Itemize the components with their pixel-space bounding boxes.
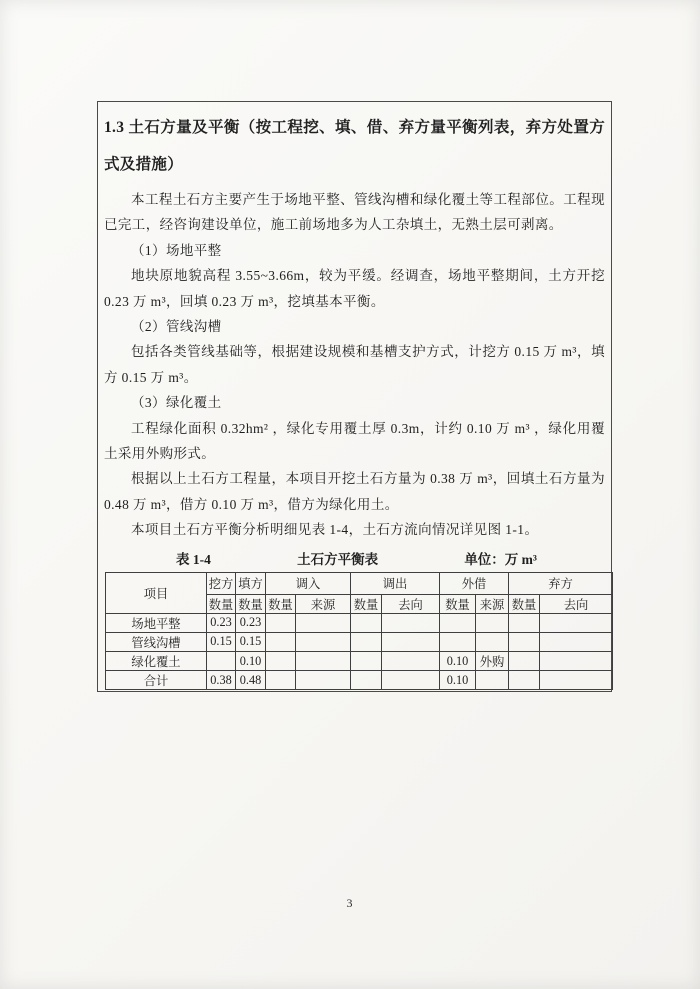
- cell: [266, 613, 296, 632]
- subheader-in-source: 来源: [296, 594, 351, 613]
- document-content-box: [97, 101, 612, 692]
- subheader-borrow-qty: 数量: [440, 594, 476, 613]
- header-transfer-out: 调出: [351, 572, 440, 594]
- cell: [266, 652, 296, 671]
- paragraph-totals-summary: 根据以上土石方工程量，本项目开挖土石方量为 0.38 万 m³，回填土石方量为 0.48 万 m³，借方 0.10 万 m³，借方为绿化用土。: [104, 471, 605, 512]
- page-number: 3: [346, 896, 354, 910]
- cell: 0.48: [236, 671, 266, 690]
- earthwork-balance-table: [105, 572, 613, 691]
- header-excavation: 挖方: [207, 572, 236, 594]
- cell: [296, 632, 351, 651]
- cell: [382, 613, 440, 632]
- cell: [440, 632, 476, 651]
- header-transfer-in: 调入: [266, 572, 351, 594]
- cell: [296, 613, 351, 632]
- cell: 0.10: [440, 652, 476, 671]
- cell: 0.10: [440, 671, 476, 690]
- table-row-greening-soil: [106, 652, 613, 671]
- cell: [207, 652, 236, 671]
- subheader-borrow-source: 来源: [476, 594, 509, 613]
- table-caption: [104, 543, 605, 572]
- subheader-out-qty: 数量: [351, 594, 382, 613]
- cell: 0.23: [207, 613, 236, 632]
- table-row-total: [106, 671, 613, 690]
- cell: [509, 652, 540, 671]
- header-item: 项目: [106, 572, 207, 613]
- subheader-spoil-qty: 数量: [509, 594, 540, 613]
- subheading-site-leveling: （1）场地平整: [131, 242, 222, 258]
- cell: [476, 632, 509, 651]
- row-item: 合计: [106, 671, 207, 690]
- cell: 0.10: [236, 652, 266, 671]
- table-header-group-row: [106, 572, 613, 594]
- cell: [476, 671, 509, 690]
- cell: 0.23: [236, 613, 266, 632]
- row-item: 管线沟槽: [106, 632, 207, 651]
- table-caption-unit: 单位：万 m³: [464, 551, 537, 567]
- table-row-site-leveling: [106, 613, 613, 632]
- cell: [540, 671, 613, 690]
- cell: [509, 613, 540, 632]
- cell: [540, 613, 613, 632]
- paragraph-greening-soil: 工程绿化面积 0.32hm² ，绿化专用覆土厚 0.3m，计约 0.10 万 m³ ，绿化用覆土采用外购形式。: [104, 420, 605, 462]
- row-item: 绿化覆土: [106, 652, 207, 671]
- header-fill: 填方: [236, 572, 266, 594]
- cell: 0.15: [236, 632, 266, 651]
- cell: [266, 632, 296, 651]
- subheader-spoil-destination: 去向: [540, 594, 613, 613]
- cell: 0.38: [207, 671, 236, 690]
- paragraph-table-reference: 本项目土石方平衡分析明细见表 1-4，土石方流向情况详见图 1-1。: [131, 522, 539, 538]
- subheader-in-qty: 数量: [266, 594, 296, 613]
- cell: [509, 632, 540, 651]
- cell: [296, 652, 351, 671]
- cell: [382, 671, 440, 690]
- cell: [382, 652, 440, 671]
- paragraph-site-leveling: 地块原地貌高程 3.55~3.66m，较为平缓。经调查，场地平整期间，土方开挖 0.23 万 m³，回填 0.23 万 m³，挖填基本平衡。: [104, 268, 605, 309]
- cell: [476, 613, 509, 632]
- table-caption-label: 表 1-4: [176, 551, 211, 567]
- paragraph-pipeline-trench: 包括各类管线基础等，根据建设规模和基槽支护方式，计挖方 0.15 万 m³，填方 0.15 万 m³。: [104, 344, 605, 385]
- cell: [351, 671, 382, 690]
- paragraph-intro: 本工程土石方主要产生于场地平整、管线沟槽和绿化覆土等工程部位。工程现已完工，经咨询建设单位，施工前场地多为人工杂填土，无熟土层可剥离。: [104, 192, 605, 233]
- cell: [351, 632, 382, 651]
- subheader-excavation-qty: 数量: [207, 594, 236, 613]
- cell: [266, 671, 296, 690]
- table-row-pipeline-trench: [106, 632, 613, 651]
- cell: [440, 613, 476, 632]
- cell: 0.15: [207, 632, 236, 651]
- header-borrow: 外借: [440, 572, 509, 594]
- cell: 外购: [476, 652, 509, 671]
- subheader-fill-qty: 数量: [236, 594, 266, 613]
- subheader-out-destination: 去向: [382, 594, 440, 613]
- cell: [540, 632, 613, 651]
- cell: [351, 613, 382, 632]
- cell: [540, 652, 613, 671]
- cell: [509, 671, 540, 690]
- subheading-pipeline-trench: （2）管线沟槽: [131, 319, 222, 335]
- cell: [351, 652, 382, 671]
- row-item: 场地平整: [106, 613, 207, 632]
- cell: [382, 632, 440, 651]
- subheading-greening-soil: （3）绿化覆土: [131, 395, 222, 411]
- cell: [296, 671, 351, 690]
- table-caption-title: 土石方平衡表: [297, 551, 379, 567]
- header-spoil: 弃方: [509, 572, 613, 594]
- section-title: 1.3 土石方量及平衡（按工程挖、填、借、弃方量平衡列表，弃方处置方式及措施）: [104, 119, 605, 173]
